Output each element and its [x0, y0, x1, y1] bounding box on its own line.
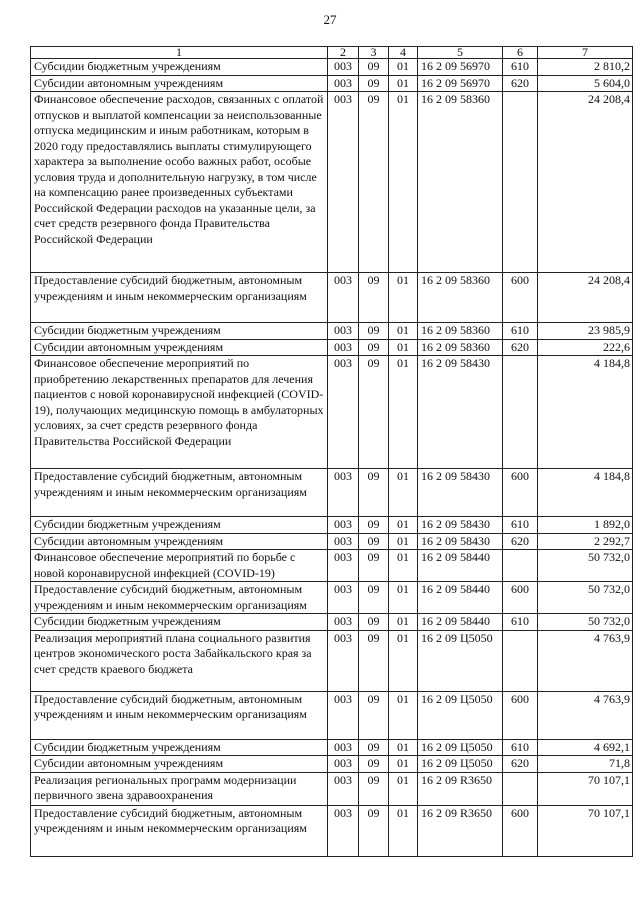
- col-3-value: 09: [359, 805, 389, 856]
- col-4-value: 01: [389, 517, 418, 534]
- col-3-value: 09: [359, 356, 389, 469]
- col-2-value: 003: [328, 273, 359, 323]
- col-2-value: 003: [328, 582, 359, 614]
- col-2-value: 003: [328, 533, 359, 550]
- table-row: [31, 614, 633, 631]
- col-7-amount: 50 732,0: [538, 582, 633, 614]
- col-6-value: 600: [503, 582, 538, 614]
- row-name: Субсидии бюджетным учреждениям: [31, 517, 328, 534]
- row-name: Финансовое обеспечение расходов, связанных с оплатой отпусков и выплатой компенсации за неиспользованные отпуска медицинским и иным работникам, которым в 2020 году предоставлялись выплаты стимулирующего характера за выполнение особо важных работ, особые условия труда и дополнительную нагрузку, в том числе на компенсацию ранее произведенных субъектами Российской Федерации расходов на указанные цели, за счет средств резервного фонда Правительства Российской Федерации: [31, 92, 328, 273]
- col-6-value: [503, 356, 538, 469]
- col-6-value: 600: [503, 805, 538, 856]
- col-7-amount: 1 892,0: [538, 517, 633, 534]
- col-7-amount: 50 732,0: [538, 614, 633, 631]
- col-7-amount: 70 107,1: [538, 772, 633, 805]
- col-3-value: 09: [359, 517, 389, 534]
- col-3-value: 09: [359, 323, 389, 340]
- col-7-amount: 2 810,2: [538, 59, 633, 76]
- table-row: [31, 75, 633, 92]
- col-5-code: 16 2 09 58440: [418, 582, 503, 614]
- col-3-value: 09: [359, 75, 389, 92]
- header-cell: 1: [31, 47, 328, 59]
- row-name: Субсидии автономным учреждениям: [31, 756, 328, 773]
- col-4-value: 01: [389, 582, 418, 614]
- col-3-value: 09: [359, 59, 389, 76]
- row-name: Предоставление субсидий бюджетным, автономным учреждениям и иным некоммерческим организациям: [31, 469, 328, 517]
- col-2-value: 003: [328, 323, 359, 340]
- row-name: Финансовое обеспечение мероприятий по приобретению лекарственных препаратов для лечения пациентов с новой коронавирусной инфекцией (COVID-19), получающих медицинскую помощь в амбулаторных условиях, за счет средств резервного фонда Правительства Российской Федерации: [31, 356, 328, 469]
- row-name: Субсидии автономным учреждениям: [31, 75, 328, 92]
- col-5-code: 16 2 09 Ц5050: [418, 691, 503, 739]
- row-name: Предоставление субсидий бюджетным, автономным учреждениям и иным некоммерческим организациям: [31, 582, 328, 614]
- row-name: Предоставление субсидий бюджетным, автономным учреждениям и иным некоммерческим организациям: [31, 691, 328, 739]
- col-7-amount: 4 763,9: [538, 691, 633, 739]
- col-5-code: 16 2 09 56970: [418, 59, 503, 76]
- col-4-value: 01: [389, 805, 418, 856]
- col-4-value: 01: [389, 323, 418, 340]
- col-6-value: 620: [503, 533, 538, 550]
- col-7-amount: 4 184,8: [538, 469, 633, 517]
- col-7-amount: 71,8: [538, 756, 633, 773]
- table-row: [31, 772, 633, 805]
- col-3-value: 09: [359, 691, 389, 739]
- col-2-value: 003: [328, 772, 359, 805]
- row-name: Предоставление субсидий бюджетным, автономным учреждениям и иным некоммерческим организациям: [31, 805, 328, 856]
- col-2-value: 003: [328, 92, 359, 273]
- row-name: Предоставление субсидий бюджетным, автономным учреждениям и иным некоммерческим организациям: [31, 273, 328, 323]
- col-3-value: 09: [359, 630, 389, 691]
- col-3-value: 09: [359, 739, 389, 756]
- col-2-value: 003: [328, 691, 359, 739]
- col-7-amount: 2 292,7: [538, 533, 633, 550]
- table-row: [31, 739, 633, 756]
- col-6-value: 600: [503, 691, 538, 739]
- col-4-value: 01: [389, 356, 418, 469]
- table-row: [31, 550, 633, 582]
- col-7-amount: 4 763,9: [538, 630, 633, 691]
- col-4-value: 01: [389, 691, 418, 739]
- row-name: Субсидии бюджетным учреждениям: [31, 739, 328, 756]
- col-5-code: 16 2 09 R3650: [418, 772, 503, 805]
- row-name: Субсидии бюджетным учреждениям: [31, 59, 328, 76]
- col-7-amount: 70 107,1: [538, 805, 633, 856]
- col-5-code: 16 2 09 58430: [418, 533, 503, 550]
- col-4-value: 01: [389, 614, 418, 631]
- col-5-code: 16 2 09 58360: [418, 339, 503, 356]
- col-5-code: 16 2 09 58360: [418, 323, 503, 340]
- col-3-value: 09: [359, 339, 389, 356]
- table-row: [31, 756, 633, 773]
- table-row: [31, 59, 633, 76]
- col-2-value: 003: [328, 469, 359, 517]
- col-2-value: 003: [328, 356, 359, 469]
- col-2-value: 003: [328, 75, 359, 92]
- col-6-value: [503, 92, 538, 273]
- header-cell: 7: [538, 47, 633, 59]
- col-3-value: 09: [359, 533, 389, 550]
- col-7-amount: 5 604,0: [538, 75, 633, 92]
- col-2-value: 003: [328, 805, 359, 856]
- col-6-value: 610: [503, 59, 538, 76]
- table-row: [31, 356, 633, 469]
- row-name: Реализация мероприятий плана социального развития центров экономического роста Забайкальского края за счет средств краевого бюджета: [31, 630, 328, 691]
- col-2-value: 003: [328, 550, 359, 582]
- col-5-code: 16 2 09 58440: [418, 614, 503, 631]
- table-row: [31, 805, 633, 856]
- table-row: [31, 630, 633, 691]
- col-3-value: 09: [359, 756, 389, 773]
- col-4-value: 01: [389, 772, 418, 805]
- table-row: [31, 533, 633, 550]
- col-2-value: 003: [328, 614, 359, 631]
- col-5-code: 16 2 09 58360: [418, 92, 503, 273]
- col-6-value: [503, 550, 538, 582]
- row-name: Реализация региональных программ модернизации первичного звена здравоохранения: [31, 772, 328, 805]
- col-3-value: 09: [359, 772, 389, 805]
- col-4-value: 01: [389, 273, 418, 323]
- col-6-value: 610: [503, 614, 538, 631]
- col-7-amount: 24 208,4: [538, 273, 633, 323]
- row-name: Субсидии автономным учреждениям: [31, 533, 328, 550]
- col-4-value: 01: [389, 75, 418, 92]
- col-4-value: 01: [389, 469, 418, 517]
- table-row: [31, 92, 633, 273]
- header-cell: 2: [328, 47, 359, 59]
- col-6-value: 600: [503, 469, 538, 517]
- col-4-value: 01: [389, 59, 418, 76]
- col-4-value: 01: [389, 756, 418, 773]
- table-row: [31, 517, 633, 534]
- col-7-amount: 23 985,9: [538, 323, 633, 340]
- col-2-value: 003: [328, 517, 359, 534]
- col-6-value: 620: [503, 756, 538, 773]
- page-number: 27: [323, 12, 337, 27]
- col-4-value: 01: [389, 550, 418, 582]
- col-2-value: 003: [328, 756, 359, 773]
- col-5-code: 16 2 09 Ц5050: [418, 630, 503, 691]
- col-3-value: 09: [359, 614, 389, 631]
- col-6-value: 610: [503, 739, 538, 756]
- col-6-value: 600: [503, 273, 538, 323]
- col-5-code: 16 2 09 Ц5050: [418, 756, 503, 773]
- col-6-value: 620: [503, 339, 538, 356]
- col-2-value: 003: [328, 630, 359, 691]
- row-name: Субсидии бюджетным учреждениям: [31, 614, 328, 631]
- budget-table: [30, 46, 633, 857]
- header-cell: 4: [389, 47, 418, 59]
- col-5-code: 16 2 09 58440: [418, 550, 503, 582]
- col-7-amount: 24 208,4: [538, 92, 633, 273]
- col-5-code: 16 2 09 58360: [418, 273, 503, 323]
- col-4-value: 01: [389, 739, 418, 756]
- table-row: [31, 323, 633, 340]
- table-row: [31, 582, 633, 614]
- col-3-value: 09: [359, 92, 389, 273]
- col-5-code: 16 2 09 R3650: [418, 805, 503, 856]
- col-5-code: 16 2 09 58430: [418, 356, 503, 469]
- col-4-value: 01: [389, 92, 418, 273]
- col-6-value: 610: [503, 517, 538, 534]
- col-3-value: 09: [359, 550, 389, 582]
- table-row: [31, 339, 633, 356]
- col-7-amount: 4 692,1: [538, 739, 633, 756]
- header-cell: 6: [503, 47, 538, 59]
- row-name: Субсидии бюджетным учреждениям: [31, 323, 328, 340]
- row-name: Субсидии автономным учреждениям: [31, 339, 328, 356]
- table-header-row: [31, 47, 633, 59]
- col-7-amount: 50 732,0: [538, 550, 633, 582]
- header-cell: 3: [359, 47, 389, 59]
- col-2-value: 003: [328, 739, 359, 756]
- col-4-value: 01: [389, 533, 418, 550]
- col-6-value: [503, 630, 538, 691]
- col-5-code: 16 2 09 58430: [418, 469, 503, 517]
- row-name: Финансовое обеспечение мероприятий по борьбе с новой коронавирусной инфекцией (COVID-19): [31, 550, 328, 582]
- col-5-code: 16 2 09 56970: [418, 75, 503, 92]
- col-2-value: 003: [328, 339, 359, 356]
- header-cell: 5: [418, 47, 503, 59]
- col-7-amount: 222,6: [538, 339, 633, 356]
- col-2-value: 003: [328, 59, 359, 76]
- col-4-value: 01: [389, 630, 418, 691]
- col-6-value: [503, 772, 538, 805]
- col-3-value: 09: [359, 582, 389, 614]
- table-row: [31, 469, 633, 517]
- table-row: [31, 691, 633, 739]
- table-row: [31, 273, 633, 323]
- col-6-value: 610: [503, 323, 538, 340]
- col-5-code: 16 2 09 58430: [418, 517, 503, 534]
- col-3-value: 09: [359, 273, 389, 323]
- col-6-value: 620: [503, 75, 538, 92]
- col-7-amount: 4 184,8: [538, 356, 633, 469]
- col-3-value: 09: [359, 469, 389, 517]
- col-4-value: 01: [389, 339, 418, 356]
- col-5-code: 16 2 09 Ц5050: [418, 739, 503, 756]
